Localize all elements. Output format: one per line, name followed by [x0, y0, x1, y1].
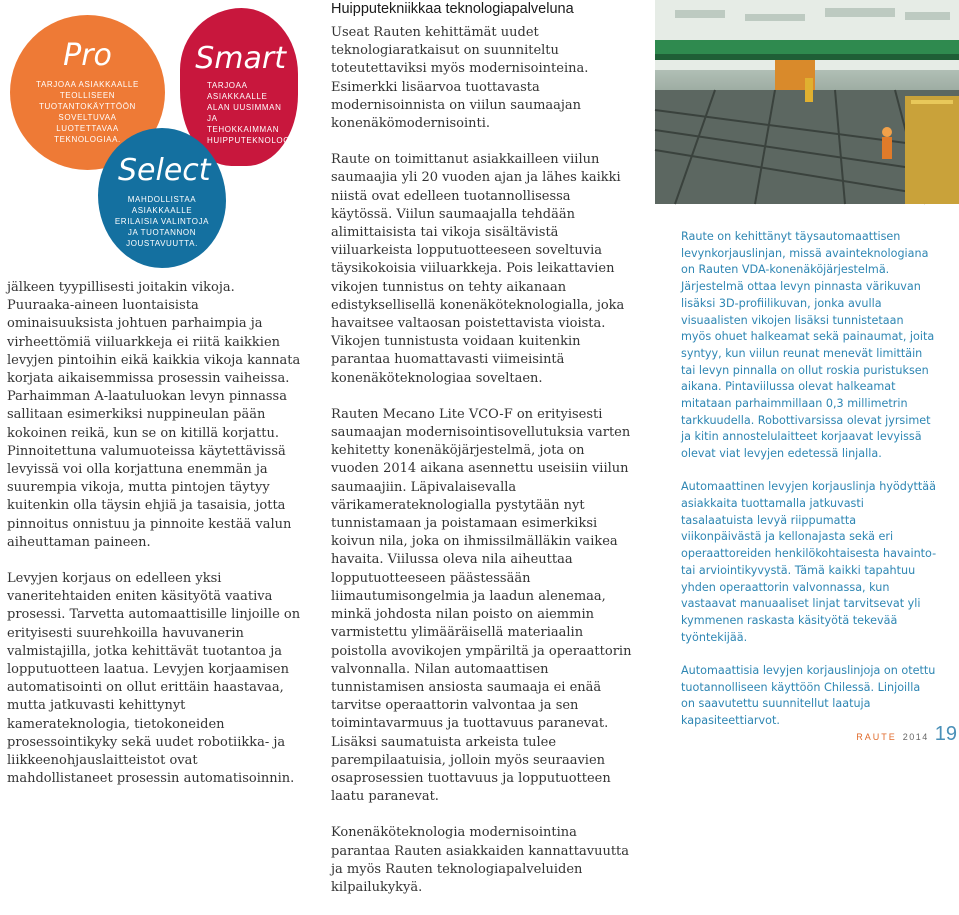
right-column — [681, 229, 937, 746]
left-paragraph-1: jälkeen tyypillisesti joitakin vikoja. Puuraaka-aineen luontaisista ominaisuuksista johtuen parhaimpia ja virheettömiä viiluarkkeja ei riitä kaikkien levyjen pintoihin eikä kaikkia vikoja kannata korjata aikaisemmissa prosessin vaiheissa. Parhaimman A-laatuluokan levyn pinnassa sallitaan esimerkiksi nuppineulan pään kokoinen reikä, kun se on kitillä korjattu. Pinnoitettuna valumuoteissa käytettävissä levyissä voi olla korjattuna enemmän ja suurempia vikoja, mutta pintojen täytyy kuitenkin olla täysin ehjiä ja tasaisia, jotta pinnoitus onnistuu ja pinnoite kestää valun aiheuttaman paineen. — [7, 280, 301, 550]
select-title: Select — [118, 153, 211, 188]
factory-photo — [655, 0, 959, 204]
section-heading: Huipputekniikkaa teknologiapalveluna — [331, 1, 574, 17]
middle-column — [331, 0, 635, 915]
left-paragraph-2: Levyjen korjaus on edelleen yksi vaneritehtaiden eniten käsityötä vaativa prosessi. Tarvetta automaattisille linjoille on erityisesti suurehkoilla havuvanerin valmistajilla, jotka kehittävät tuotantoa ja lopputuotteen laatua. Levyjen korjaamisen automatisointi on ollut erittäin haastavaa, mutta jatkuvasti kehittynyt kamerateknologia, tietokoneiden prosessointikyky sekä uudet robotiikka- ja liikkeenohjauslaitteistot ovat mahdollistaneet prosessin automatisoinnin. — [7, 571, 301, 787]
pro-text: TARJOAA ASIAKKAALLE TEOLLISEEN TUOTANTOKÄYTTÖÖN SOVELTUVAA LUOTETTAVAA TEKNOLOGIAA. — [36, 79, 139, 144]
right-paragraph-2: Automaattinen levyjen korjauslinja hyödyttää asiakkaita tuottamalla jatkuvasti tasalaatuista levyä riippumatta viikonpäivästä ja kellonajasta sekä eri operaattoreiden henkilökohtaisesta havainto- tai arviointikyvystä. Tämä kaikki tapahtuu yhden operaattorin valvonnassa, kun vastaavat manuaaliset linjat tarvitsevat yli kymmenen raskasta käsityötä tekevää työntekijää. — [681, 480, 937, 644]
footer-brand: RAUTE — [856, 732, 897, 742]
middle-paragraph-4: Konenäköteknologia modernisointina parantaa Rauten asiakkaiden kannattavuutta ja myös Rauten teknologiapalveluiden kilpailukykyä. — [331, 825, 630, 895]
smart-text: TARJOAA ASIAKKAALLE ALAN UUSIMMAN JA TEHOKKAIMMAN HUIPPUTEKNOLOGIAN. — [207, 81, 309, 145]
select-circle — [98, 128, 226, 268]
page-number: 19 — [934, 723, 957, 745]
middle-paragraph-2: Raute on toimittanut asiakkailleen viilun saumaajia yli 20 vuoden ajan ja lähes kaikki niistä ovat edelleen tuotannollisessa käytössä. Viilun saumaajalla tehdään alimittaisista tai vikoja sisältävistä viiluarkeista lopputuotteeseen soveltuvia täysikokoisia viiluarkkeja. Pois leikattavien vikojen tunnistus on tehty aikanaan edistyksellisellä konenäköteknologialla, joka havaitsee valtaosan poistettavista vioista. Vikojen tunnistusta voidaan kuitenkin parantaa huomattavasti viimeisintä konenäköteknologiaa soveltaen. — [331, 152, 625, 386]
factory-line-illustration — [655, 0, 959, 204]
smart-title: Smart — [195, 41, 286, 76]
select-text: MAHDOLLISTAA ASIAKKAALLE ERILAISIA VALINTOJA JA TUOTANNON JOUSTAVUUTTA. — [114, 195, 210, 248]
pro-title: Pro — [63, 37, 112, 73]
right-paragraph-1: Raute on kehittänyt täysautomaattisen levynkorjauslinjan, missä avainteknologiana on Rauten VDA-konenäköjärjestelmä. Järjestelmä ottaa levyn pinnasta värikuvan lisäksi 3D-profiilikuvan, jonka avulla visuaalisten vikojen lisäksi tunnistetaan myös ohuet halkeamat sekä painaumat, joita syntyy, kun viilun reunat menevät limittäin tai levyn pinnalla on ollut roskia puristuksen aikana. Pintaviilussa olevat halkeamat mitataan parhaimmillaan 0,3 millimetrin tarkkuudella. Robottivarsissa olevat jyrsimet ja kitin annostelulaitteet korjaavat levyissä olevat viat levyjen edetessä linjalla. — [681, 230, 935, 461]
footer-year: 2014 — [902, 732, 929, 742]
middle-paragraph-3: Rauten Mecano Lite VCO-F on erityisesti saumaajan modernisointisovellutuksia varten kehitetty konenäköjärjestelmä, jota on vuoden 2014 aikana asennettu useisiin viilun saumaajiin. Läpivalaisevalla värikamerateknologialla pystytään nyt tunnistamaan ja poistamaan esimerkiksi koivun nila, joka on ihmissilmälläkin vaikea havaita. Viilussa oleva nila aiheuttaa lopputuotteeseen päästessään liimautumisongelmia ja laadun alenemaa, minkä johdosta nilan poisto on aiemmin varmistettu ylimääräisellä materiaalin poistolla avovikojen ympäriltä ja operaattorin valvonnalla. Nilan automaattisen tunnistamisen ansiosta saumaaja ei enää tarvitse operaattorin valvontaa ja sen toimintavarmuus ja tuottavuus paranevat. Lisäksi saumatuista arkeista tulee parempilaatuisia, jolloin myös seuraavien osaprosessien tuottavuus ja lopputuotteen laatu paranevat. — [331, 406, 632, 805]
left-column — [7, 279, 303, 806]
page-footer — [856, 723, 957, 746]
right-paragraph-3: Automaattisia levyjen korjauslinjoja on otettu tuotannolliseen käyttöön Chilessä. Linjoilla on saavutettu suunnitellut laatuja kapasiteettiarvot. — [681, 663, 936, 727]
middle-paragraph-1: Useat Rauten kehittämät uudet teknologiaratkaisut on suunniteltu toteutettaviksi myös modernisointeina. Esimerkki lisäarvoa tuottavasta modernisoinnista on viilun saumaajan konenäkömodernisointi. — [331, 25, 589, 132]
